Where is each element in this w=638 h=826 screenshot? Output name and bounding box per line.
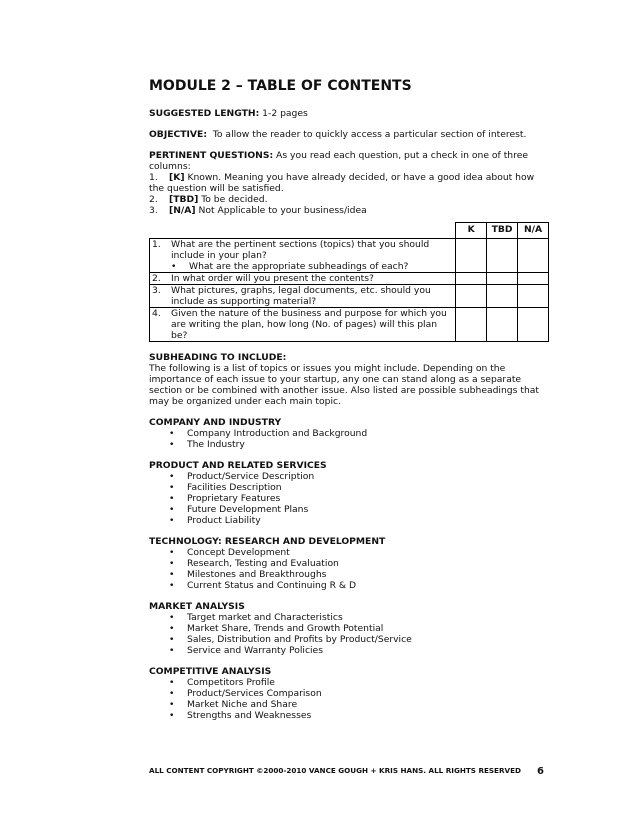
check-k[interactable] <box>456 308 487 342</box>
list-item <box>149 580 549 591</box>
topic-section <box>149 417 549 450</box>
list-item-text: Product Liability <box>187 515 261 526</box>
page-footer <box>149 766 544 777</box>
section-list <box>149 612 549 656</box>
question-text: Given the nature of the business and purpose for which you are writing the plan, how long (No. of pages) will this plan be? <box>171 308 447 341</box>
copyright-text: ALL CONTENT COPYRIGHT ©2000-2010 VANCE GOUGH + KRIS HANS. ALL RIGHTS RESERVED <box>149 766 521 775</box>
list-item <box>149 569 549 580</box>
pertinent-value: As you read each question, put a check in one of three columns: <box>149 150 529 172</box>
check-tbd[interactable] <box>487 239 518 273</box>
list-item <box>149 612 549 623</box>
list-item-text: The Industry <box>187 439 245 450</box>
section-heading: PRODUCT AND RELATED SERVICES <box>149 460 327 471</box>
questions-table <box>149 222 549 342</box>
item-code: [K] <box>169 172 185 183</box>
page-number: 6 <box>537 766 544 777</box>
list-item <box>149 482 549 493</box>
objective <box>149 129 549 140</box>
table-row <box>150 285 549 308</box>
list-item <box>149 710 549 721</box>
header-k: K <box>456 223 487 239</box>
bullet-icon: • <box>169 547 175 558</box>
section-heading: COMPANY AND INDUSTRY <box>149 417 282 428</box>
bullet-icon: • <box>169 515 175 526</box>
bullet-icon: • <box>169 634 175 645</box>
list-item-text: Product/Service Description <box>187 471 315 482</box>
list-item-text: Sales, Distribution and Profits by Product/Service <box>187 634 412 645</box>
bullet-icon: • <box>169 439 175 450</box>
check-na[interactable] <box>518 285 549 308</box>
subheading-label: SUBHEADING TO INCLUDE: <box>149 352 287 363</box>
list-item <box>149 439 549 450</box>
list-item-text: Product/Services Comparison <box>187 688 322 699</box>
bullet-icon: • <box>169 710 175 721</box>
section-list <box>149 428 549 450</box>
pertinent-label: PERTINENT QUESTIONS: <box>149 150 274 161</box>
check-tbd[interactable] <box>487 285 518 308</box>
section-heading: TECHNOLOGY: RESEARCH AND DEVELOPMENT <box>149 536 386 547</box>
list-item <box>149 634 549 645</box>
question-number: 3. <box>152 285 161 296</box>
check-na[interactable] <box>518 308 549 342</box>
bullet-icon: • <box>169 482 175 493</box>
pertinent-item <box>149 205 549 216</box>
question-text: In what order will you present the contents? <box>171 273 374 284</box>
header-na: N/A <box>518 223 549 239</box>
list-item <box>149 558 549 569</box>
item-code: [N/A] <box>169 205 196 216</box>
list-item <box>149 428 549 439</box>
bullet-icon: • <box>169 612 175 623</box>
bullet-icon: • <box>169 558 175 569</box>
bullet-icon: • <box>169 504 175 515</box>
check-tbd[interactable] <box>487 273 518 285</box>
item-number: 2. <box>149 194 158 205</box>
section-list <box>149 677 549 721</box>
bullet-icon: • <box>169 493 175 504</box>
table-row <box>150 308 549 342</box>
list-item <box>149 645 549 656</box>
question-text: What pictures, graphs, legal documents, etc. should you include as supporting material? <box>171 285 431 307</box>
list-item <box>149 699 549 710</box>
subheading-text: The following is a list of topics or issues you might include. Depending on the importance of each issue to your startup, any one can stand along as a separate section or be combined with another issue. Also listed are possible subheadings that may be organized under each main topic. <box>149 363 540 407</box>
section-heading: MARKET ANALYSIS <box>149 601 245 612</box>
bullet-icon: • <box>169 677 175 688</box>
suggested-length <box>149 108 549 119</box>
list-item <box>149 504 549 515</box>
list-item-text: Target market and Characteristics <box>187 612 343 623</box>
list-item-text: Company Introduction and Background <box>187 428 368 439</box>
list-item <box>149 623 549 634</box>
table-header-blank <box>150 223 456 239</box>
list-item <box>149 493 549 504</box>
bullet-icon: • <box>169 645 175 656</box>
question-cell <box>150 239 456 273</box>
item-code: [TBD] <box>169 194 199 205</box>
check-na[interactable] <box>518 273 549 285</box>
objective-label: OBJECTIVE: <box>149 129 207 140</box>
list-item-text: Facilities Description <box>187 482 282 493</box>
list-item-text: Strengths and Weaknesses <box>187 710 312 721</box>
bullet-icon: • <box>171 261 177 272</box>
list-item <box>149 547 549 558</box>
question-number: 2. <box>152 273 161 284</box>
pertinent-item <box>149 194 549 205</box>
check-k[interactable] <box>456 273 487 285</box>
check-k[interactable] <box>456 285 487 308</box>
check-k[interactable] <box>456 239 487 273</box>
suggested-length-value: 1-2 pages <box>262 108 308 119</box>
bullet-icon: • <box>169 623 175 634</box>
check-tbd[interactable] <box>487 308 518 342</box>
list-item-text: Milestones and Breakthroughs <box>187 569 327 580</box>
list-item-text: Market Share, Trends and Growth Potential <box>187 623 384 634</box>
item-text: To be decided. <box>201 194 268 205</box>
bullet-icon: • <box>169 428 175 439</box>
item-number: 1. <box>149 172 158 183</box>
list-item <box>149 677 549 688</box>
bullet-icon: • <box>169 569 175 580</box>
sections-list <box>149 417 549 721</box>
list-item-text: Competitors Profile <box>187 677 275 688</box>
list-item <box>149 688 549 699</box>
topic-section <box>149 460 549 526</box>
page-content <box>149 78 549 731</box>
list-item-text: Market Niche and Share <box>187 699 298 710</box>
list-item-text: Service and Warranty Policies <box>187 645 323 656</box>
header-tbd: TBD <box>487 223 518 239</box>
topic-section <box>149 666 549 721</box>
item-text: Known. Meaning you have already decided, or have a good idea about how the question will be satisfied. <box>149 172 535 194</box>
objective-value: To allow the reader to quickly access a particular section of interest. <box>212 129 527 140</box>
list-item-text: Research, Testing and Evaluation <box>187 558 339 569</box>
question-number: 4. <box>152 308 161 319</box>
topic-section <box>149 536 549 591</box>
question-cell <box>150 285 456 308</box>
question-number: 1. <box>152 239 161 250</box>
list-item <box>149 515 549 526</box>
bullet-icon: • <box>169 471 175 482</box>
section-list <box>149 471 549 526</box>
suggested-length-label: SUGGESTED LENGTH: <box>149 108 260 119</box>
topic-section <box>149 601 549 656</box>
section-heading: COMPETITIVE ANALYSIS <box>149 666 272 677</box>
question-cell <box>150 308 456 342</box>
question-cell <box>150 273 456 285</box>
section-list <box>149 547 549 591</box>
subheading-intro <box>149 352 549 407</box>
pertinent-item <box>149 172 549 194</box>
item-number: 3. <box>149 205 158 216</box>
item-text: Not Applicable to your business/idea <box>198 205 367 216</box>
bullet-icon: • <box>169 688 175 699</box>
page-title: MODULE 2 – TABLE OF CONTENTS <box>149 78 412 94</box>
check-na[interactable] <box>518 239 549 273</box>
question-text: What are the pertinent sections (topics) that you should include in your plan? <box>171 239 430 261</box>
bullet-icon: • <box>169 699 175 710</box>
list-item-text: Concept Development <box>187 547 290 558</box>
question-subitem: What are the appropriate subheadings of each? <box>189 261 409 272</box>
bullet-icon: • <box>169 580 175 591</box>
list-item-text: Current Status and Continuing R & D <box>187 580 357 591</box>
list-item-text: Proprietary Features <box>187 493 281 504</box>
pertinent-questions <box>149 150 549 216</box>
table-row <box>150 273 549 285</box>
list-item-text: Future Development Plans <box>187 504 309 515</box>
list-item <box>149 471 549 482</box>
table-header-row <box>150 223 549 239</box>
table-row <box>150 239 549 273</box>
